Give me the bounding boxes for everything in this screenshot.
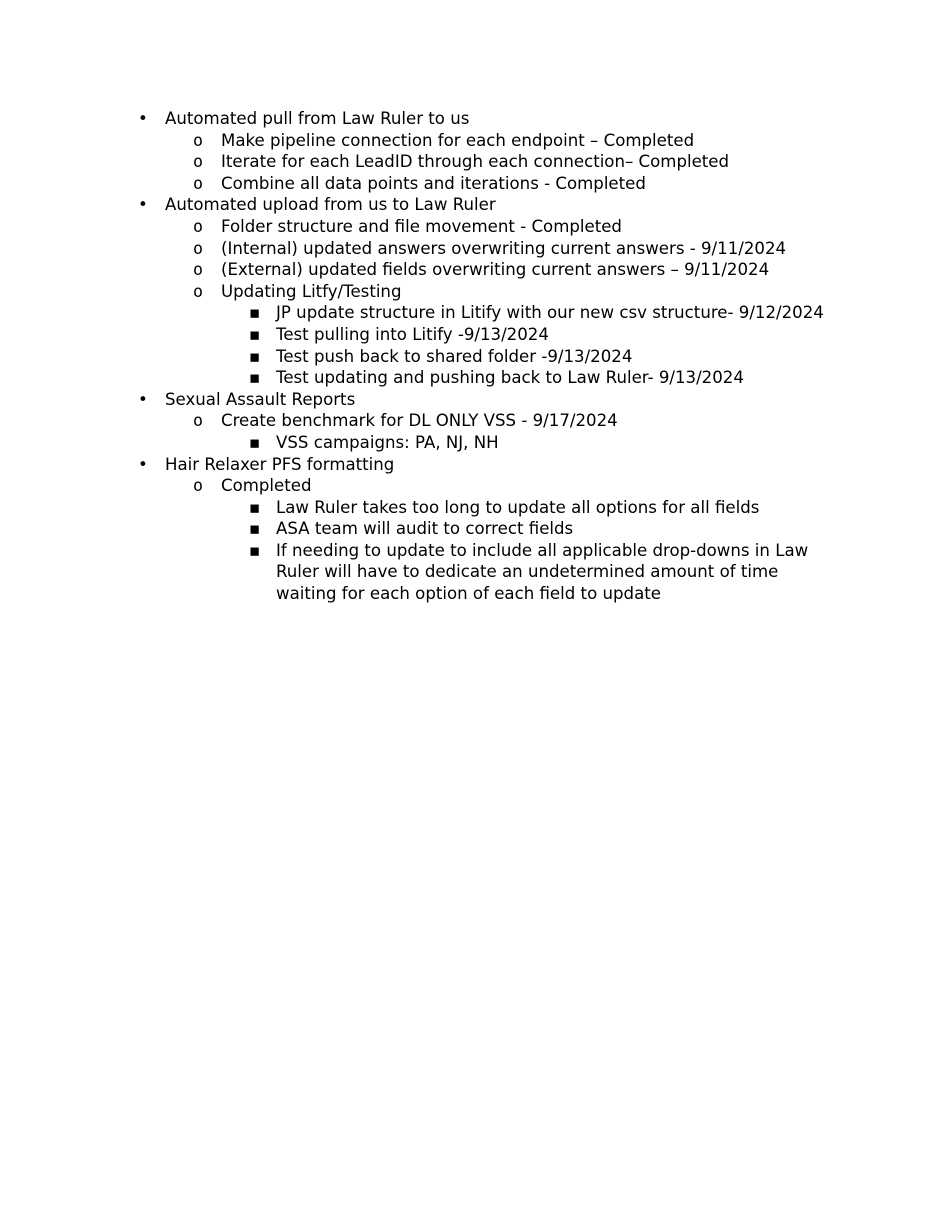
bullet-o-icon: o [193,152,203,172]
list-item-text: Sexual Assault Reports [165,389,356,409]
list-item-text: Iterate for each LeadID through each connection– Completed [221,152,730,172]
list-item-text: Folder structure and file movement - Completed [221,216,622,236]
bullet-square-icon: ▪ [249,519,261,539]
list-item [0,216,825,238]
bullet-o-icon: o [193,173,203,193]
list-item-text: Automated upload from us to Law Ruler [165,195,496,215]
bullet-disc-icon: • [138,389,148,409]
bullet-square-icon: ▪ [249,497,261,517]
list-item [0,497,825,519]
bullet-o-icon: o [193,260,203,280]
list-item-text: Test pulling into Litify -9/13/2024 [276,324,549,344]
list-item [0,454,825,476]
bullet-square-icon: ▪ [249,303,261,323]
list-item [0,281,825,303]
list-item-text: Create benchmark for DL ONLY VSS - 9/17/2024 [221,411,618,431]
bullet-square-icon: ▪ [249,540,261,560]
bullet-o-icon: o [193,476,203,496]
bullet-square-icon: ▪ [249,346,261,366]
list-item [0,324,825,346]
list-item [0,151,825,173]
bullet-o-icon: o [193,238,203,258]
list-item-text: ASA team will audit to correct fields [276,519,574,539]
bullet-disc-icon: • [138,454,148,474]
list-item-text: Combine all data points and iterations - Completed [221,173,646,193]
list-item-text: JP update structure in Litify with our new csv structure- 9/12/2024 [276,303,824,323]
list-item-text: If needing to update to include all applicable drop-downs in Law Ruler will have to dedicate an undetermined amount of time waiting for each option of each field to update [276,540,809,604]
list-item [0,410,825,432]
list-item [0,389,825,411]
list-item-text: (External) updated fields overwriting current answers – 9/11/2024 [221,260,770,280]
list-item [0,173,825,195]
list-item [0,346,825,368]
list-item-text: Test push back to shared folder -9/13/2024 [276,346,633,366]
bullet-square-icon: ▪ [249,368,261,388]
list-item [0,238,825,260]
list-item [0,540,825,605]
list-item [0,367,825,389]
list-item [0,432,825,454]
bullet-o-icon: o [193,411,203,431]
bullet-square-icon: ▪ [249,432,261,452]
list-item-text: Law Ruler takes too long to update all options for all fields [276,497,760,517]
bullet-o-icon: o [193,130,203,150]
bullet-o-icon: o [193,281,203,301]
list-item [0,194,825,216]
list-item-text: Automated pull from Law Ruler to us [165,109,470,128]
list-item [0,302,825,324]
list-item-text: Hair Relaxer PFS formatting [165,454,395,474]
list-item-text: Make pipeline connection for each endpoint – Completed [221,130,695,150]
list-item [0,518,825,540]
list-item-text: Updating Litfy/Testing [221,281,402,301]
list-item [0,108,825,130]
bullet-disc-icon: • [138,109,148,128]
bullet-o-icon: o [193,216,203,236]
list-item [0,259,825,281]
bullet-square-icon: ▪ [249,324,261,344]
list-item-text: VSS campaigns: PA, NJ, NH [276,432,499,452]
list-item-text: Completed [221,476,312,496]
list-item-text: Test updating and pushing back to Law Ruler- 9/13/2024 [276,368,744,388]
bullet-disc-icon: • [138,195,148,215]
list-item [0,130,825,152]
list-item [0,475,825,497]
list-item-text: (Internal) updated answers overwriting current answers - 9/11/2024 [221,238,787,258]
